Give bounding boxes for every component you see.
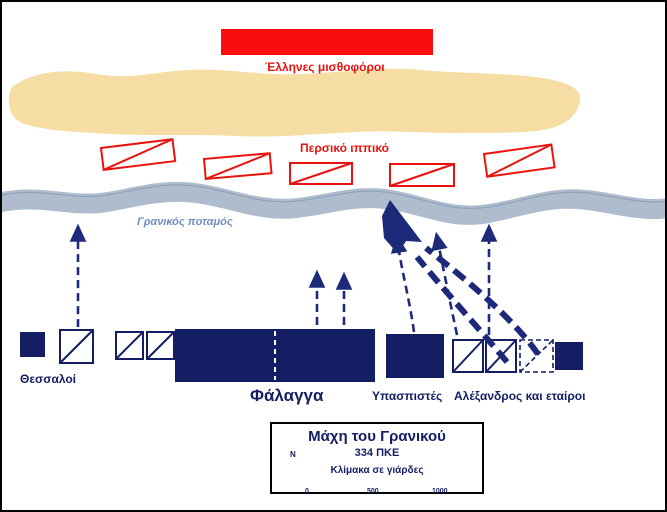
greek-mercenaries-unit (221, 29, 433, 55)
label-hypaspists: Υπασπιστές (372, 389, 443, 403)
label-alexander-companions: Αλέξανδρος και εταίροι (454, 389, 586, 403)
scale-tick-500: 500 (367, 488, 379, 495)
legend-scale-label: Κλίμακα σε γιάρδες (330, 465, 424, 476)
scale-tick-0: 0 (305, 488, 309, 495)
label-persian-cavalry: Περσικό ιππικό (300, 141, 389, 155)
label-granicus-river: Γρανικός ποταμός (137, 216, 233, 228)
north-label: Ν (290, 450, 296, 459)
label-thessalians: Θεσσαλοί (20, 372, 77, 386)
granicus-river-band (2, 182, 667, 225)
map-legend (270, 422, 484, 494)
legend-subtitle: 334 ΠΚΕ (354, 447, 400, 459)
terrain-sand-band (9, 69, 580, 137)
legend-title: Μάχη του Γρανικού (308, 428, 446, 445)
scale-tick-1000: 1000 (432, 488, 448, 495)
label-phalanx: Φάλαγγα (250, 386, 324, 405)
label-greek-mercenaries: Έλληνες μισθοφόροι (265, 60, 385, 74)
